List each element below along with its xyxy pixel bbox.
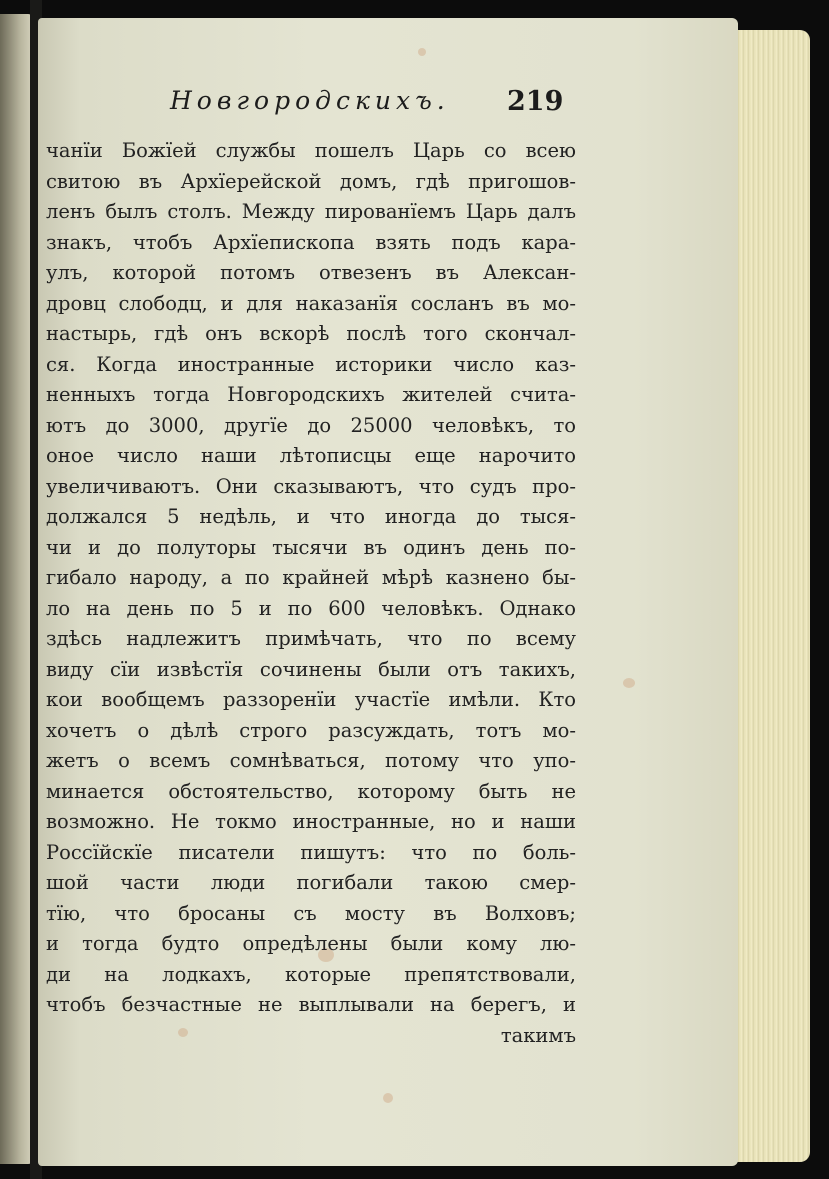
text-line: шой части люди погибали такою смер- (46, 871, 576, 894)
foxing-spot (418, 48, 426, 56)
text-line: настырь, гдѣ онъ вскорѣ послѣ того скончал- (46, 322, 576, 345)
body-text (46, 136, 576, 1051)
running-head (170, 86, 570, 126)
text-line: увеличиваютъ. Они сказываютъ, что судъ про- (46, 474, 576, 498)
text-line: чтобъ безчастные не выплывали на берегъ, и (46, 993, 576, 1016)
text-line: здѣсь надлежитъ примѣчать, что по всему (46, 627, 576, 650)
catchword: такимъ (500, 1023, 576, 1047)
text-line: виду сїи извѣстїя сочинены были отъ такихъ, (46, 657, 576, 681)
text-line: ленъ былъ столъ. Между пированїемъ Царь далъ (46, 200, 576, 223)
text-line: улъ, которой потомъ отвезенъ въ Алексан- (46, 261, 576, 284)
text-line: ненныхъ тогда Новгородскихъ жителей счита- (46, 383, 576, 406)
text-line: ютъ до 3000, другїе до 25000 человѣкъ, то (46, 413, 576, 437)
page-number: 219 (507, 86, 564, 117)
text-line: Россїйскїе писатели пишутъ: что по боль- (46, 840, 576, 864)
text-line: чанїи Божїей службы пошелъ Царь со всею (46, 139, 576, 162)
text-line: возможно. Не токмо иностранные, но и наши (46, 810, 576, 833)
text-line: должался 5 недѣль, и что иногда до тыся- (46, 505, 576, 528)
text-line: знакъ, чтобъ Архїепископа взять подъ кара- (46, 230, 576, 254)
text-line: минается обстоятельство, которому быть не (46, 779, 576, 803)
text-line: и тогда будто опредѣлены были кому лю- (46, 932, 576, 955)
text-line: чи и до полуторы тысячи въ одинъ день по- (46, 535, 576, 559)
text-line: свитою въ Архїерейской домъ, гдѣ пригошов- (46, 169, 576, 193)
text-line: кои вообщемъ раззоренїи участїе имѣли. Кто (46, 688, 576, 711)
text-line: хочетъ о дѣлѣ строго разсуждать, тотъ мо- (46, 718, 576, 742)
text-line: дровц слободц, и для наказанїя сосланъ въ мо- (46, 291, 576, 315)
running-head-title: Новгородскихъ. (170, 86, 450, 115)
text-line: гибало народу, а по крайней мѣрѣ казнено бы- (46, 566, 576, 589)
text-line: оное число наши лѣтописцы еще нарочито (46, 444, 576, 467)
foxing-spot (383, 1093, 393, 1103)
text-line: тїю, что бросаны съ мосту въ Волховъ; (46, 901, 576, 925)
left-page-edge (0, 14, 34, 1164)
text-line: ся. Когда иностранные историки число каз- (46, 352, 576, 376)
text-line: жетъ о всемъ сомнѣваться, потому что упо- (46, 749, 576, 772)
text-line: ло на день по 5 и по 600 человѣкъ. Однако (46, 596, 576, 620)
foxing-spot (623, 678, 635, 688)
text-line: ди на лодкахъ, которые препятствовали, (46, 962, 576, 986)
